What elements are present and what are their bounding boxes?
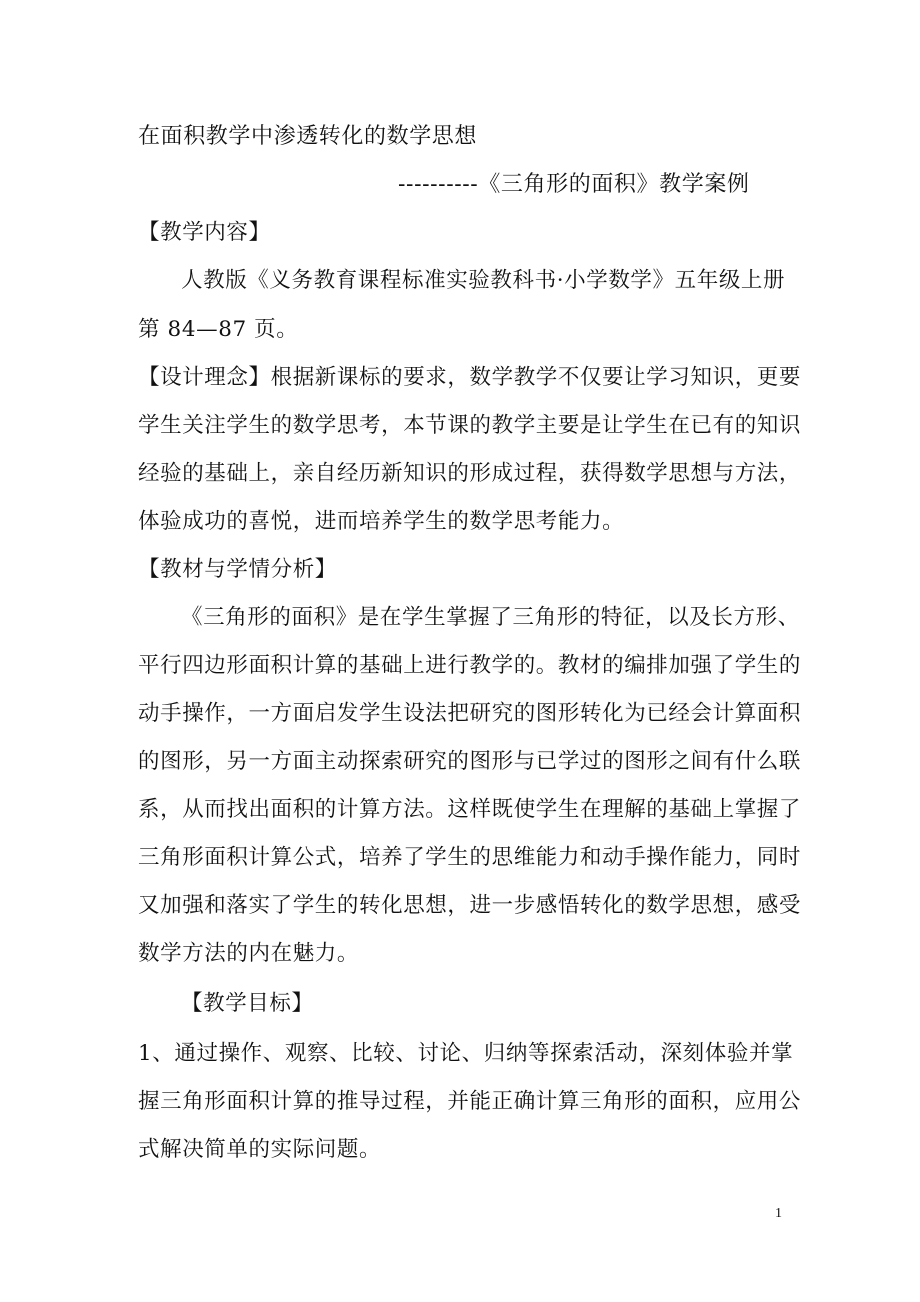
paragraph-line: 式解决简单的实际问题。 bbox=[138, 1137, 382, 1162]
paragraph-line: 三角形面积计算公式，培养了学生的思维能力和动手操作能力，同时 bbox=[138, 845, 802, 870]
paragraph-line: 动手操作，一方面启发学生设法把研究的图形转化为已经会计算面积 bbox=[138, 701, 802, 726]
paragraph-line: 平行四边形面积计算的基础上进行教学的。教材的编排加强了学生的 bbox=[138, 653, 802, 678]
section-heading-teaching-content: 【教学内容】 bbox=[138, 220, 271, 245]
paragraph-line: 体验成功的喜悦，进而培养学生的数学思考能力。 bbox=[138, 509, 625, 534]
paragraph-line: 《三角形的面积》是在学生掌握了三角形的特征，以及长方形、 bbox=[181, 605, 800, 630]
paragraph-line: 握三角形面积计算的推导过程，并能正确计算三角形的面积，应用公 bbox=[138, 1089, 802, 1114]
paragraph-line-design-concept: 【设计理念】根据新课标的要求，数学教学不仅要让学习知识，更要 bbox=[138, 365, 802, 390]
paragraph-line: 的图形，另一方面主动探索研究的图形与已学过的图形之间有什么联 bbox=[138, 749, 802, 774]
paragraph-line: 系，从而找出面积的计算方法。这样既使学生在理解的基础上掌握了 bbox=[138, 797, 802, 822]
paragraph-line: 第 84—87 页。 bbox=[138, 317, 299, 342]
paragraph-line: 人教版《义务教育课程标准实验教科书·小学数学》五年级上册 bbox=[181, 268, 786, 293]
paragraph-line: 1、通过操作、观察、比较、讨论、归纳等探索活动，深刻体验并掌 bbox=[138, 1041, 794, 1066]
section-heading-teaching-goals: 【教学目标】 bbox=[181, 991, 314, 1016]
paragraph-line: 数学方法的内在魅力。 bbox=[138, 941, 360, 966]
page-number: 1 bbox=[775, 1206, 782, 1221]
section-heading-material-analysis: 【教材与学情分析】 bbox=[138, 557, 337, 582]
paragraph-line: 学生关注学生的数学思考，本节课的教学主要是让学生在已有的知识 bbox=[138, 413, 802, 438]
document-title: 在面积教学中渗透转化的数学思想 bbox=[138, 124, 478, 149]
document-subtitle: ----------《三角形的面积》教学案例 bbox=[398, 172, 750, 197]
paragraph-line: 又加强和落实了学生的转化思想，进一步感悟转化的数学思想，感受 bbox=[138, 893, 802, 918]
paragraph-line: 经验的基础上，亲自经历新知识的形成过程，获得数学思想与方法， bbox=[138, 461, 802, 486]
